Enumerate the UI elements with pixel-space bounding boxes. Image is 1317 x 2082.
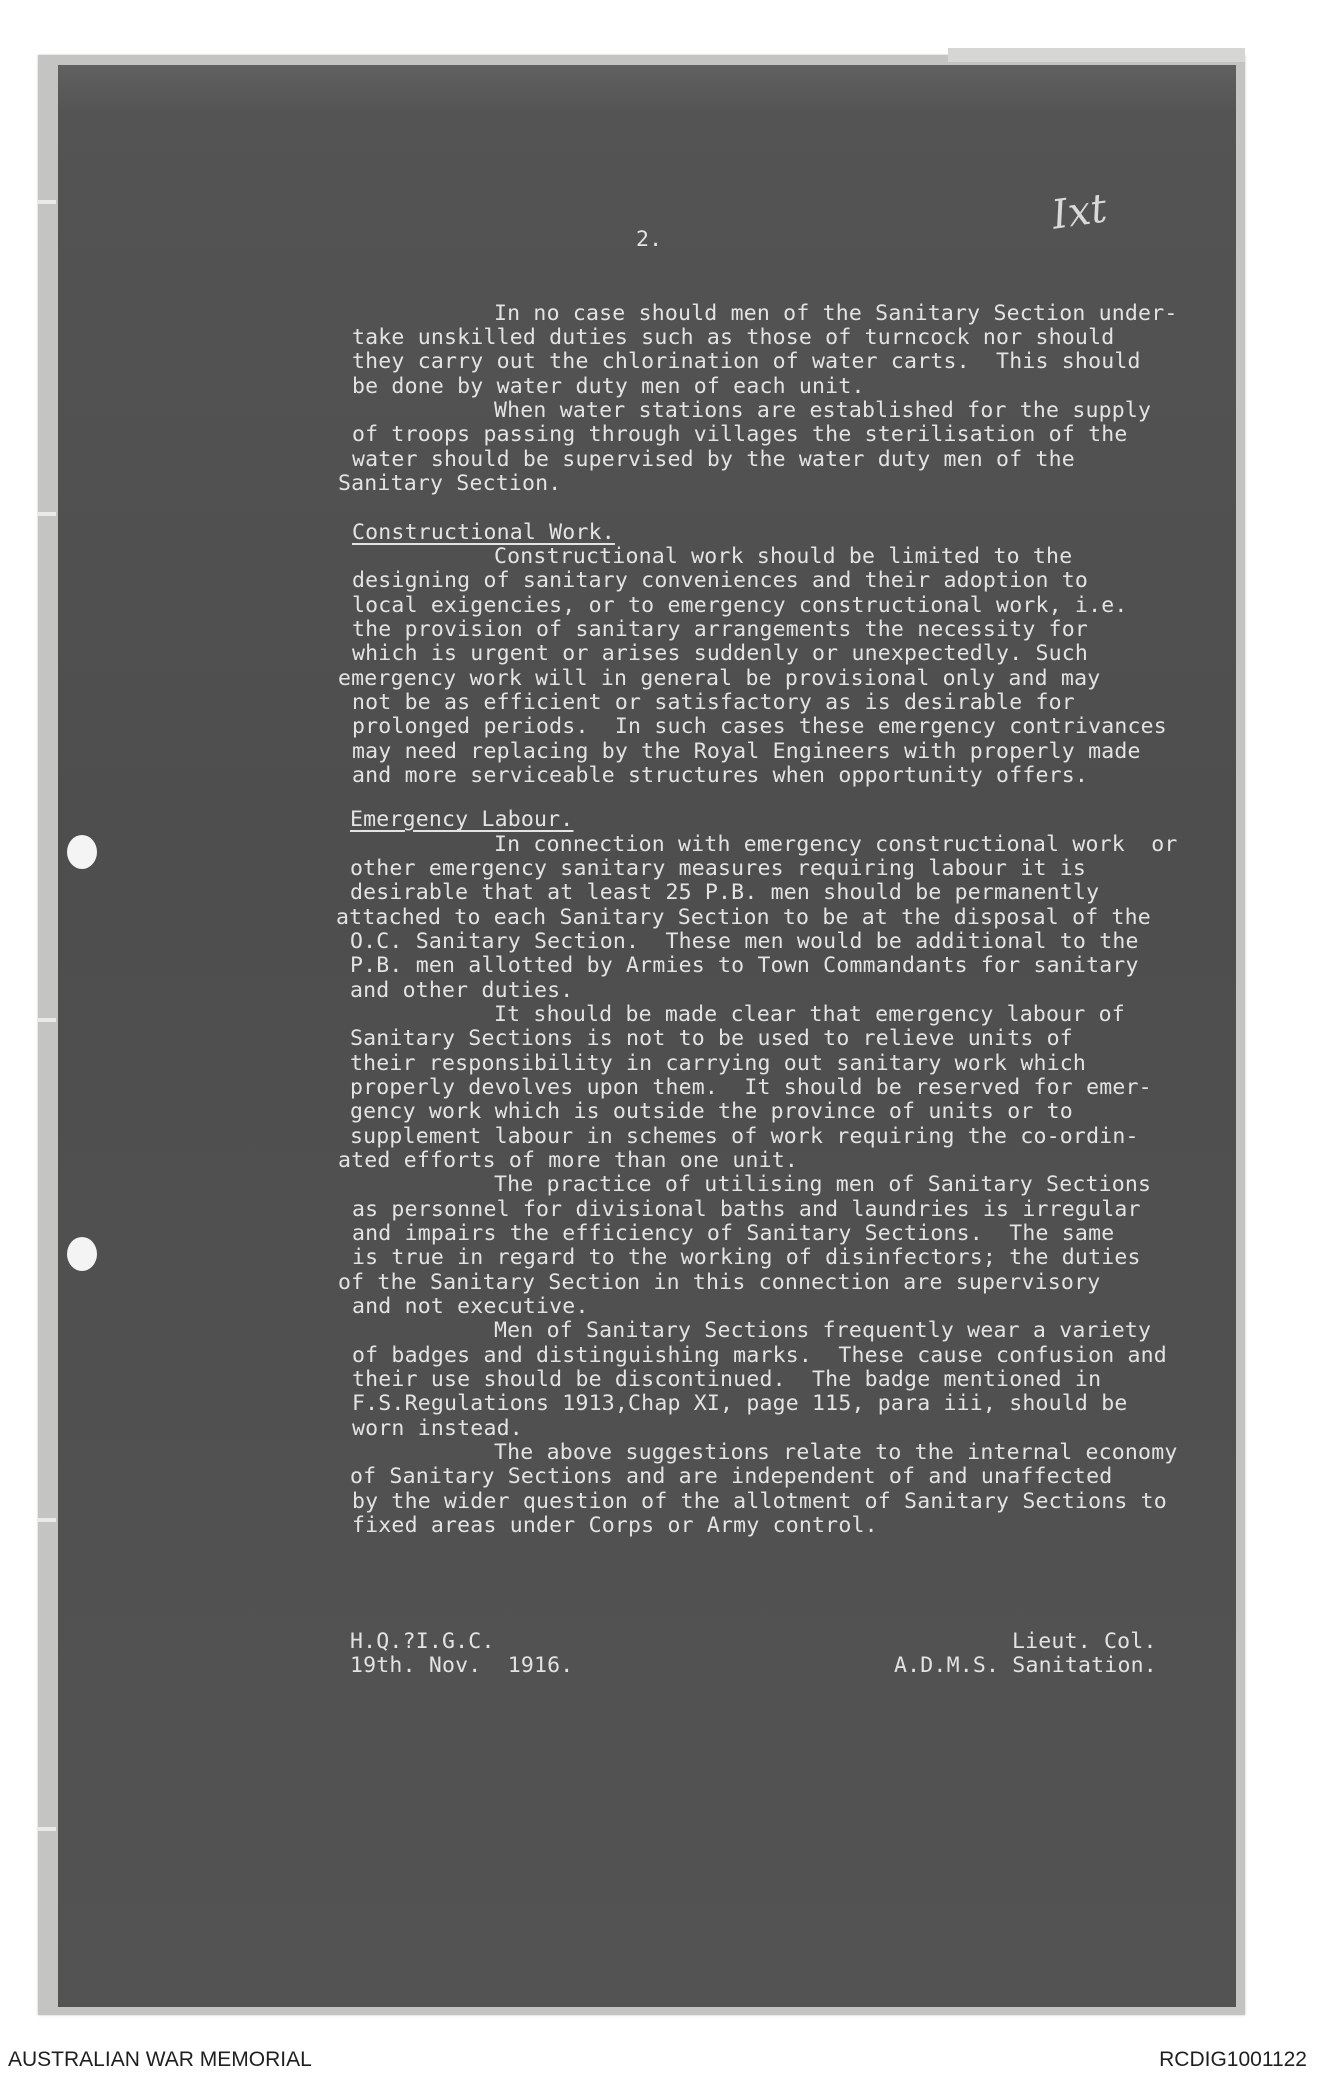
text-line: may need replacing by the Royal Engineers with properly made	[352, 739, 1141, 764]
text-line: In connection with emergency constructional work or	[494, 832, 1178, 857]
text-line: and not executive.	[352, 1294, 589, 1319]
text-line: designing of sanitary conveniences and their adoption to	[352, 568, 1089, 593]
text-line: fixed areas under Corps or Army control.	[352, 1513, 878, 1538]
text-line: and other duties.	[350, 978, 574, 1003]
handwritten-initials: Ixt	[1049, 185, 1110, 239]
text-line: which is urgent or arises suddenly or unexpectedly. Such	[352, 641, 1089, 666]
text-line: of troops passing through villages the sterilisation of the	[352, 422, 1128, 447]
section-heading: Constructional Work.	[352, 520, 615, 545]
signature-origin: H.Q.?I.G.C.	[350, 1629, 495, 1654]
text-line: It should be made clear that emergency labour of	[494, 1002, 1125, 1027]
text-line: local exigencies, or to emergency constructional work, i.e.	[352, 593, 1128, 618]
text-line: not be as efficient or satisfactory as is desirable for	[352, 690, 1075, 715]
text-line: desirable that at least 25 P.B. men should be permanently	[350, 880, 1100, 905]
text-line: prolonged periods. In such cases these emergency contrivances	[352, 714, 1167, 739]
text-line: Men of Sanitary Sections frequently wear a variety	[494, 1318, 1152, 1343]
text-line: by the wider question of the allotment of Sanitary Sections to	[352, 1489, 1167, 1514]
text-line: and more serviceable structures when opportunity offers.	[352, 763, 1089, 788]
text-line: as personnel for divisional baths and laundries is irregular	[352, 1197, 1141, 1222]
text-line: of Sanitary Sections and are independent of and unaffected	[350, 1464, 1113, 1489]
text-line: they carry out the chlorination of water carts. This should	[352, 349, 1141, 374]
text-line: their use should be discontinued. The badge mentioned in	[352, 1367, 1102, 1392]
text-line: other emergency sanitary measures requiring labour it is	[350, 856, 1087, 881]
text-line: water should be supervised by the water duty men of the	[352, 447, 1075, 472]
footer-record-id: RCDIG1001122	[1159, 2048, 1307, 2071]
signature-date: 19th. Nov. 1916.	[350, 1653, 574, 1678]
text-line: In no case should men of the Sanitary Section under-	[494, 301, 1178, 326]
text-line: properly devolves upon them. It should be reserved for emer-	[350, 1075, 1152, 1100]
text-line: is true in regard to the working of disinfectors; the duties	[352, 1245, 1141, 1270]
text-line: their responsibility in carrying out sanitary work which	[350, 1051, 1087, 1076]
text-line: and impairs the efficiency of Sanitary Sections. The same	[352, 1221, 1115, 1246]
text-line: Sanitary Sections is not to be used to relieve units of	[350, 1026, 1073, 1051]
text-line: of badges and distinguishing marks. These cause confusion and	[352, 1343, 1167, 1368]
text-line: O.C. Sanitary Section. These men would be additional to the	[350, 929, 1139, 954]
text-line: worn instead.	[352, 1416, 523, 1441]
text-line: P.B. men allotted by Armies to Town Commandants for sanitary	[350, 953, 1139, 978]
footer-institution: AUSTRALIAN WAR MEMORIAL	[8, 2048, 312, 2071]
text-line: Constructional work should be limited to the	[494, 544, 1073, 569]
text-line: take unskilled duties such as those of turncock nor should	[352, 325, 1115, 350]
text-line: be done by water duty men of each unit.	[352, 374, 865, 399]
text-line: emergency work will in general be provisional only and may	[338, 666, 1101, 691]
text-line: When water stations are established for the supply	[494, 398, 1152, 423]
text-line: ated efforts of more than one unit.	[338, 1148, 799, 1173]
text-line: Sanitary Section.	[338, 471, 562, 496]
text-line: attached to each Sanitary Section to be at the disposal of the	[336, 905, 1151, 930]
text-line: of the Sanitary Section in this connection are supervisory	[338, 1270, 1101, 1295]
section-heading: Emergency Labour.	[350, 807, 574, 832]
text-line: supplement labour in schemes of work requiring the co-ordin-	[350, 1124, 1139, 1149]
page-number: 2.	[636, 227, 663, 252]
text-line: The practice of utilising men of Sanitary Sections	[494, 1172, 1152, 1197]
text-line: the provision of sanitary arrangements the necessity for	[352, 617, 1089, 642]
signature-title: A.D.M.S. Sanitation.	[894, 1653, 1157, 1678]
text-line: F.S.Regulations 1913,Chap XI, page 115, para iii, should be	[352, 1391, 1128, 1416]
text-line: The above suggestions relate to the internal economy	[494, 1440, 1178, 1465]
signature-rank: Lieut. Col.	[1012, 1629, 1157, 1654]
text-line: gency work which is outside the province of units or to	[350, 1099, 1073, 1124]
